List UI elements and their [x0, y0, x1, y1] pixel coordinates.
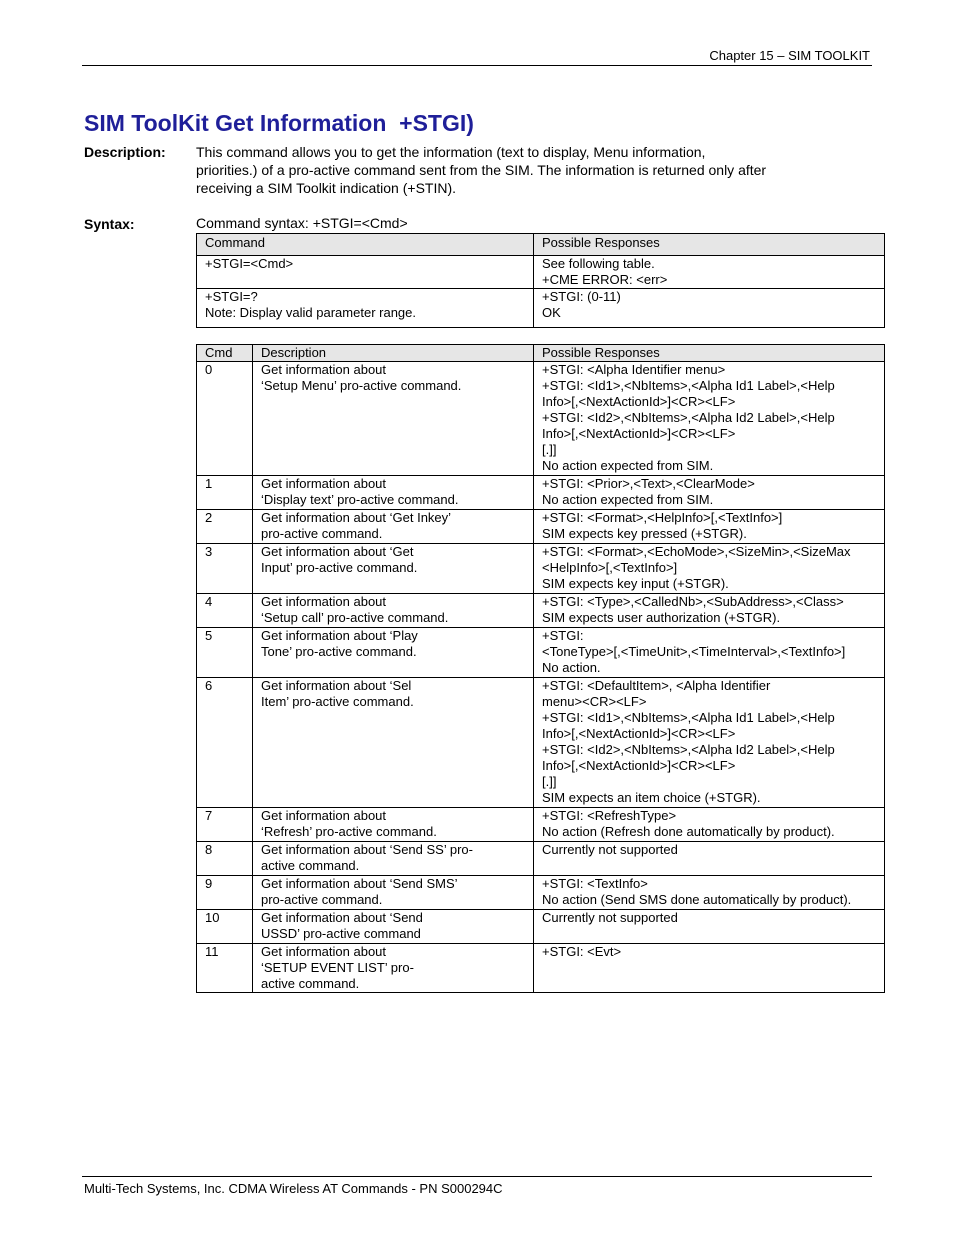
cell-line: +STGI: <DefaultItem>, <Alpha Identifier [542, 678, 771, 693]
cell-line: active command. [261, 976, 360, 991]
cell-line: pro-active command. [261, 526, 383, 541]
cell-line: OK [542, 305, 561, 320]
cmd-cell: 0 [197, 362, 253, 476]
header-command: Command [197, 234, 534, 256]
header-cmd: Cmd [197, 345, 253, 362]
responses-cell [534, 628, 885, 678]
cell-line: USSD’ pro-active command [261, 926, 421, 941]
cell-line: See following table. [542, 256, 655, 271]
description-cell [253, 362, 534, 476]
cell-line: SIM expects user authorization (+STGR). [542, 610, 781, 625]
responses-cell [534, 594, 885, 628]
description-text [196, 143, 856, 197]
footer-rule [82, 1176, 872, 1177]
cell-line: +STGI: <TextInfo> [542, 876, 648, 891]
cmd-cell: 8 [197, 842, 253, 876]
cell-line: No action (Refresh done automatically by product). [542, 824, 835, 839]
table-header-row [197, 345, 885, 362]
cell-line: ‘Display text’ pro-active command. [261, 492, 459, 507]
description-line: receiving a SIM Toolkit indication (+STIN). [196, 180, 457, 196]
table-row [197, 678, 885, 808]
cmd-cell: 7 [197, 808, 253, 842]
cell-line: Info>[,<NextActionId>]<CR><LF> [542, 426, 736, 441]
description-cell [253, 842, 534, 876]
cell-line: +STGI: <Format>,<EchoMode>,<SizeMin>,<SizeMax [542, 544, 851, 559]
cell-line: No action (Send SMS done automatically by product). [542, 892, 852, 907]
table-row [197, 842, 885, 876]
table-row [197, 808, 885, 842]
cell-line: SIM expects key input (+STGR). [542, 576, 729, 591]
cell-line: Item’ pro-active command. [261, 694, 414, 709]
cell-line: ‘Setup Menu’ pro-active command. [261, 378, 462, 393]
cell-line: +STGI: [542, 628, 584, 643]
cell-line: menu><CR><LF> [542, 694, 647, 709]
responses-cell [534, 510, 885, 544]
cell-line: +STGI=<Cmd> [205, 256, 294, 271]
cell-line: Currently not supported [542, 910, 678, 925]
description-cell [253, 944, 534, 993]
cmd-cell: 11 [197, 944, 253, 993]
description-line: priorities.) of a pro-active command sent from the SIM. The information is returned only after [196, 162, 767, 178]
cell-line: ‘SETUP EVENT LIST’ pro- [261, 960, 414, 975]
cell-line: Get information about [261, 362, 387, 377]
description-line: This command allows you to get the information (text to display, Menu information, [196, 144, 706, 160]
cell-line: +STGI: <Prior>,<Text>,<ClearMode> [542, 476, 755, 491]
cell-line: +STGI: <Format>,<HelpInfo>[,<TextInfo>] [542, 510, 783, 525]
cell-line: [.]] [542, 774, 557, 789]
table-row [197, 510, 885, 544]
section-title: SIM ToolKit Get Information +STGI) [84, 110, 474, 136]
cell-line: +STGI=? [205, 289, 258, 304]
cell-line: ‘Refresh’ pro-active command. [261, 824, 437, 839]
command-cell [197, 289, 534, 328]
header-rule [82, 65, 872, 66]
cell-line: Info>[,<NextActionId>]<CR><LF> [542, 758, 736, 773]
cell-line: pro-active command. [261, 892, 383, 907]
cell-line: active command. [261, 858, 360, 873]
description-cell [253, 876, 534, 910]
cmd-cell: 5 [197, 628, 253, 678]
table-row [197, 628, 885, 678]
cell-line: Get information about ‘Sel [261, 678, 412, 693]
cell-line: Get information about ‘Send SS’ pro- [261, 842, 473, 857]
syntax-text: Command syntax: +STGI=<Cmd> [196, 215, 408, 231]
cell-line: +STGI: <Id2>,<NbItems>,<Alpha Id2 Label>,<Help [542, 410, 835, 425]
cell-line: Get information about [261, 594, 387, 609]
table-row [197, 544, 885, 594]
cell-line: No action expected from SIM. [542, 492, 714, 507]
table-row [197, 944, 885, 993]
responses-cell [534, 808, 885, 842]
description-cell [253, 678, 534, 808]
description-cell [253, 628, 534, 678]
syntax-table [196, 233, 885, 328]
cmd-cell: 4 [197, 594, 253, 628]
cell-line: +CME ERROR: <err> [542, 272, 668, 287]
cell-line: ‘Setup call’ pro-active command. [261, 610, 449, 625]
cell-line: +STGI: <Alpha Identifier menu> [542, 362, 726, 377]
responses-cell [534, 944, 885, 993]
responses-cell [534, 289, 885, 328]
cell-line: +STGI: <RefreshType> [542, 808, 677, 823]
table-row [197, 876, 885, 910]
responses-cell [534, 544, 885, 594]
responses-cell [534, 476, 885, 510]
cell-line: Get information about [261, 808, 387, 823]
responses-cell [534, 678, 885, 808]
cmd-cell: 3 [197, 544, 253, 594]
header-possible-responses: Possible Responses [534, 345, 885, 362]
responses-cell [534, 256, 885, 289]
cell-line: Get information about [261, 476, 387, 491]
cmd-table [196, 344, 885, 993]
table-row [197, 362, 885, 476]
description-cell [253, 510, 534, 544]
responses-cell [534, 876, 885, 910]
responses-cell [534, 910, 885, 944]
cell-line: <ToneType>[,<TimeUnit>,<TimeInterval>,<TextInfo>] [542, 644, 846, 659]
cell-line: SIM expects an item choice (+STGR). [542, 790, 761, 805]
cell-line: Get information about ‘Get Inkey’ [261, 510, 452, 525]
syntax-label: Syntax: [84, 216, 135, 232]
cell-line: Get information about [261, 944, 387, 959]
cell-line: No action. [542, 660, 601, 675]
cell-line: Tone’ pro-active command. [261, 644, 417, 659]
description-cell [253, 594, 534, 628]
cell-line: Get information about ‘Play [261, 628, 418, 643]
table-row [197, 476, 885, 510]
cell-line: Currently not supported [542, 842, 678, 857]
cmd-cell: 2 [197, 510, 253, 544]
footer-text: Multi-Tech Systems, Inc. CDMA Wireless AT Commands - PN S000294C [84, 1181, 503, 1196]
description-cell [253, 910, 534, 944]
cell-line: SIM expects key pressed (+STGR). [542, 526, 747, 541]
table-row [197, 910, 885, 944]
cmd-table-body [197, 362, 885, 993]
cell-line: +STGI: <Id2>,<NbItems>,<Alpha Id2 Label>,<Help [542, 742, 835, 757]
cell-line: +STGI: <Id1>,<NbItems>,<Alpha Id1 Label>,<Help [542, 710, 835, 725]
description-cell [253, 544, 534, 594]
header-possible-responses: Possible Responses [534, 234, 885, 256]
cell-line: <HelpInfo>[,<TextInfo>] [542, 560, 678, 575]
cell-line: Get information about ‘Send [261, 910, 423, 925]
chapter-header: Chapter 15 – SIM TOOLKIT [709, 48, 870, 63]
cell-line: Info>[,<NextActionId>]<CR><LF> [542, 726, 736, 741]
cell-line: Info>[,<NextActionId>]<CR><LF> [542, 394, 736, 409]
description-label: Description: [84, 144, 166, 160]
table-row [197, 594, 885, 628]
cell-line: +STGI: <Evt> [542, 944, 622, 959]
cell-line: Get information about ‘Get [261, 544, 414, 559]
table-header-row [197, 234, 885, 256]
cell-line: No action expected from SIM. [542, 458, 714, 473]
cell-line: +STGI: <Id1>,<NbItems>,<Alpha Id1 Label>,<Help [542, 378, 835, 393]
responses-cell [534, 842, 885, 876]
command-cell [197, 256, 534, 289]
header-description: Description [253, 345, 534, 362]
cell-line: +STGI: <Type>,<CalledNb>,<SubAddress>,<Class> [542, 594, 844, 609]
responses-cell [534, 362, 885, 476]
cmd-cell: 9 [197, 876, 253, 910]
table-row [197, 289, 885, 328]
cmd-cell: 1 [197, 476, 253, 510]
description-cell [253, 476, 534, 510]
cell-line: +STGI: (0-11) [542, 289, 621, 304]
cell-line: Get information about ‘Send SMS’ [261, 876, 458, 891]
cell-line: Input’ pro-active command. [261, 560, 418, 575]
cell-line: Note: Display valid parameter range. [205, 305, 416, 320]
description-cell [253, 808, 534, 842]
table-row [197, 256, 885, 289]
cmd-cell: 10 [197, 910, 253, 944]
cmd-cell: 6 [197, 678, 253, 808]
cell-line: [.]] [542, 442, 557, 457]
